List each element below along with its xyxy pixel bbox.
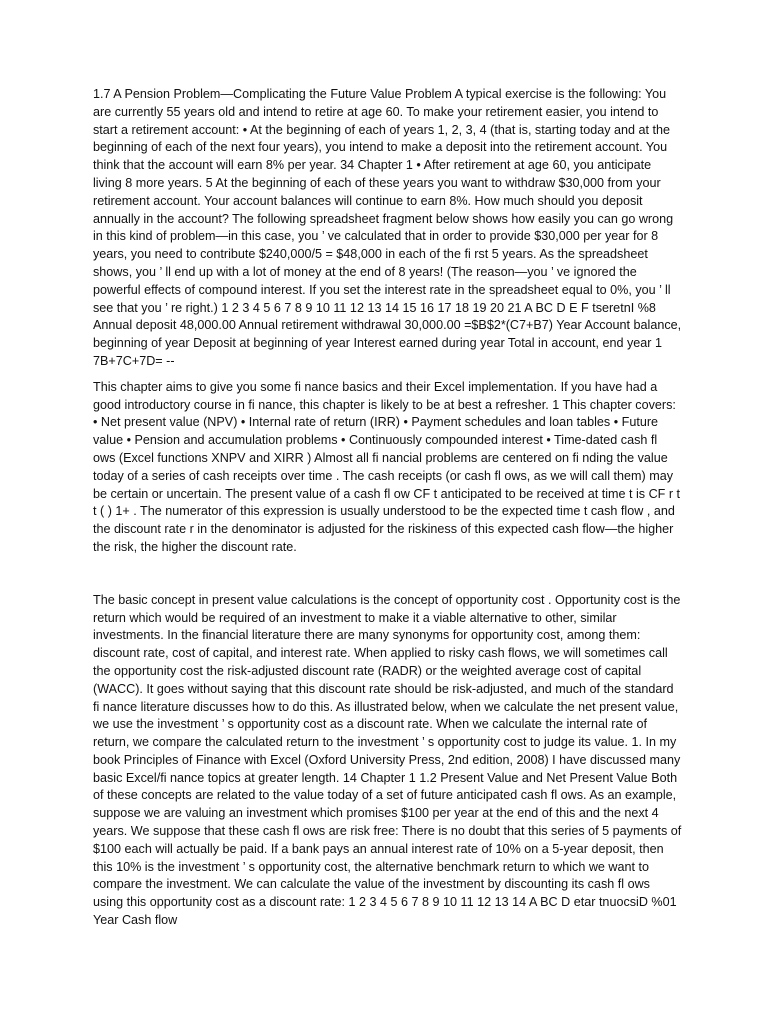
paragraph-opportunity-cost: The basic concept in present value calculations is the concept of opportunity cost . Opportunity cost is the return which would be required of an investment to make it a viable alternative to other, similar investments. In the financial literature there are many synonyms for opportunity cost, among them: discount rate, cost of capital, and interest rate. When applied to risky cash flows, we will sometimes call the opportunity cost the risk-adjusted discount rate (RADR) or the weighted average cost of capital (WACC). It goes without saying that this discount rate should be risk-adjusted, and much of the standard fi nance literature discusses how to do this. As illustrated below, when we calculate the net present value, we use the investment ’ s opportunity cost as a discount rate. When we calculate the internal rate of return, we compare the calculated return to the investment ’ s opportunity cost to judge its value. 1. In my book Principles of Finance with Excel (Oxford University Press, 2nd edition, 2008) I have discussed many basic Excel/fi nance topics at greater length. 14 Chapter 1 1.2 Present Value and Net Present Value Both of these concepts are related to the value today of a set of future anticipated cash fl ows. As an example, suppose we are valuing an investment which promises $100 per year at the end of this and the next 4 years. We suppose that these cash fl ows are risk free: There is no doubt that this series of 5 payments of $100 each will actually be paid. If a bank pays an annual interest rate of 10% on a 5-year deposit, then this 10% is the investment ’ s opportunity cost, the alternative benchmark return to which we want to compare the investment. We can calculate the value of the investment by discounting its cash fl ows using this opportunity cost as a discount rate: 1 2 3 4 5 6 7 8 9 10 11 12 13 14 A BC D etar tnuocsiD %01 Year Cash flow <box>93 592 682 928</box>
document-page <box>93 86 683 930</box>
paragraph-pension-problem: 1.7 A Pension Problem—Complicating the Future Value Problem A typical exercise is the following: You are currently 55 years old and intend to retire at age 60. To make your retirement easier, you intend to start a retirement account: • At the beginning of each of years 1, 2, 3, 4 (that is, starting today and at the beginning of each of the next four years), you intend to make a deposit into the retirement account. You think that the account will earn 8% per year. 34 Chapter 1 • After retirement at age 60, you anticipate living 8 more years. 5 At the beginning of each of these years you want to withdraw $30,000 from your retirement account. Your account balances will continue to earn 8%. How much should you deposit annually in the account? The following spreadsheet fragment below shows how easily you can go wrong in this kind of problem—in this case, you ’ ve calculated that in order to provide $30,000 per year for 8 years, you need to contribute $240,000/5 = $48,000 in each of the fi rst 5 years. As the spreadsheet shows, you ’ ll end up with a lot of money at the end of 8 years! (The reason—you ’ ve ignored the powerful effects of compound interest. If you set the interest rate in the spreadsheet equal to 0%, you ’ ll see that you ’ re right.) 1 2 3 4 5 6 7 8 9 10 11 12 13 14 15 16 17 18 19 20 21 A BC D E F tseretnI %8 Annual deposit 48,000.00 Annual retirement withdrawal 30,000.00 =$B$2*(C7+B7) Year Account balance, beginning of year Deposit at beginning of year Interest earned during year Total in account, end year 1 7B+7C+7D= -- <box>93 87 682 368</box>
paragraph-chapter-intro: This chapter aims to give you some fi nance basics and their Excel implementation. If you have had a good introductory course in fi nance, this chapter is likely to be at best a refresher. 1 This chapter covers: • Net present value (NPV) • Internal rate of return (IRR) • Payment schedules and loan tables • Future value • Pension and accumulation problems • Continuously compounded interest • Time-dated cash fl ows (Excel functions XNPV and XIRR ) Almost all fi nancial problems are centered on fi nding the value today of a series of cash receipts over time . The cash receipts (or cash fl ows, as we will call them) may be certain or uncertain. The present value of a cash fl ow CF t anticipated to be received at time t is CF r t t ( ) 1+ . The numerator of this expression is usually understood to be the expected time t cash flow , and the discount rate r in the denominator is adjusted for the riskiness of this expected cash flow—the higher the risk, the higher the discount rate. <box>93 379 681 554</box>
